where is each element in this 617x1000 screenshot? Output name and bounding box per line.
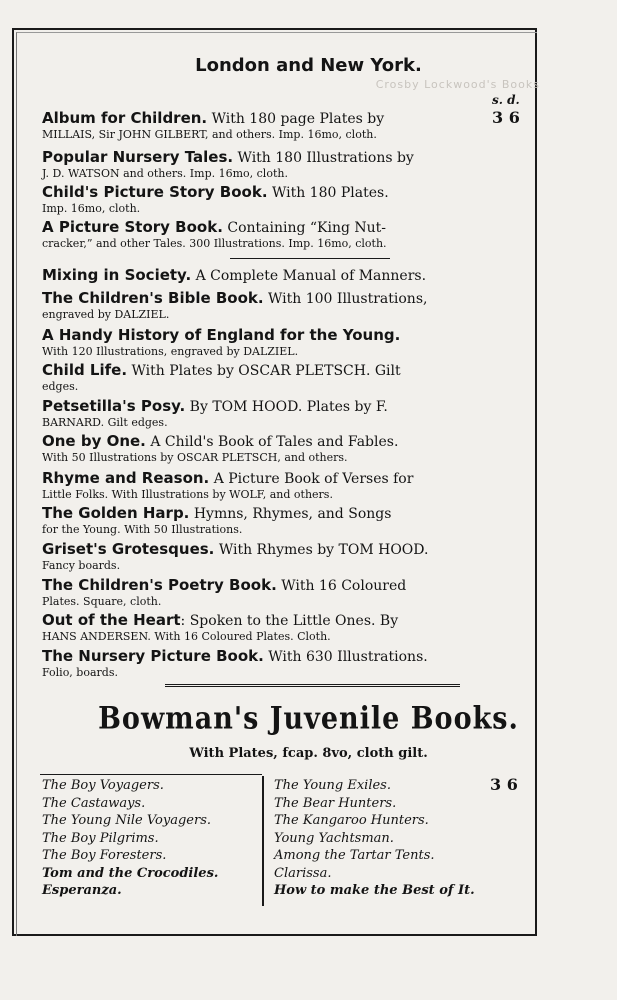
book-title: Rhyme and Reason.	[42, 469, 210, 487]
book-description: Containing “King Nut-	[222, 220, 387, 236]
section-divider	[230, 258, 390, 259]
book-description: With Plates by OSCAR PLETSCH. Gilt	[127, 363, 401, 379]
list-item: Clarissa.	[274, 865, 332, 881]
book-description: A Child's Book of Tales and Fables.	[145, 434, 399, 450]
book-details: cracker,” and other Tales. 300 Illustrations. Imp. 16mo, cloth.	[42, 237, 387, 250]
price-bowman: 3 6	[490, 775, 518, 794]
book-title: The Children's Poetry Book.	[42, 576, 277, 594]
price-column-header: s. d.	[492, 93, 520, 107]
bowman-subtitle: With Plates, fcap. 8vo, cloth gilt.	[189, 746, 428, 761]
book-entry	[42, 326, 492, 359]
book-title: Out of the Heart	[42, 611, 181, 629]
book-description: By TOM HOOD. Plates by F.	[185, 399, 388, 415]
book-entry	[42, 109, 492, 142]
book-entry	[42, 647, 492, 680]
book-entry	[42, 289, 492, 322]
book-title: The Nursery Picture Book.	[42, 647, 264, 665]
list-item: The Boy Voyagers.	[42, 778, 164, 793]
list-item: The Boy Foresters.	[42, 848, 167, 863]
book-title: Album for Children.	[42, 109, 208, 127]
book-details: Little Folks. With Illustrations by WOLF, and others.	[42, 488, 333, 501]
book-details: Folio, boards.	[42, 666, 118, 679]
book-entry	[42, 504, 492, 537]
book-details: engraved by DALZIEL.	[42, 308, 170, 321]
bowman-left-column	[42, 777, 218, 900]
book-details: With 120 Illustrations, engraved by DALZIEL.	[42, 345, 299, 358]
book-details: With 50 Illustrations by OSCAR PLETSCH, and others.	[42, 451, 348, 464]
book-title: The Golden Harp.	[42, 504, 190, 522]
book-description: With 16 Coloured	[276, 578, 407, 594]
bowman-heading: Bowman's Juvenile Books.	[98, 700, 519, 737]
column-divider	[262, 776, 264, 906]
book-details: BARNARD. Gilt edges.	[42, 416, 168, 429]
book-description: With Rhymes by TOM HOOD.	[214, 542, 429, 558]
list-item: How to make the Best of It.	[274, 883, 475, 898]
book-entry	[42, 397, 492, 430]
book-title: Popular Nursery Tales.	[42, 148, 234, 166]
list-item: Esperanza.	[42, 883, 122, 898]
book-details: Plates. Square, cloth.	[42, 595, 162, 608]
book-title: Child's Picture Story Book.	[42, 183, 268, 201]
book-title: The Children's Bible Book.	[42, 289, 264, 307]
book-title: Griset's Grotesques.	[42, 540, 215, 558]
list-item: The Boy Pilgrims.	[42, 830, 159, 846]
book-details: for the Young. With 50 Illustrations.	[42, 523, 243, 536]
book-title: Petsetilla's Posy.	[42, 397, 186, 415]
book-description: : Spoken to the Little Ones. By	[180, 613, 399, 629]
bleed-through-text: Crosby Lockwood's Books	[375, 78, 540, 91]
section-divider-double	[165, 684, 460, 687]
book-description: With 100 Illustrations,	[263, 291, 428, 307]
book-details: MILLAIS, Sir JOHN GILBERT, and others. Imp. 16mo, cloth.	[42, 128, 377, 141]
list-item: Tom and the Crocodiles.	[42, 865, 219, 881]
book-title: Child Life.	[42, 361, 128, 379]
book-entry	[42, 361, 492, 394]
book-description: A Complete Manual of Manners.	[191, 268, 427, 284]
book-title: A Picture Story Book.	[42, 218, 223, 236]
book-description: With 180 Plates.	[267, 185, 389, 201]
book-description: A Picture Book of Verses for	[209, 471, 414, 487]
book-details: Imp. 16mo, cloth.	[42, 202, 141, 215]
book-description: With 180 page Plates by	[207, 111, 385, 127]
book-details: edges.	[42, 380, 79, 393]
list-item: Young Yachtsman.	[274, 830, 394, 846]
book-entry	[42, 218, 492, 251]
book-entry	[42, 540, 492, 573]
list-item: The Bear Hunters.	[274, 795, 397, 811]
book-details: HANS ANDERSEN. With 16 Coloured Plates. Cloth.	[42, 630, 331, 643]
book-description: Hymns, Rhymes, and Songs	[189, 506, 392, 522]
list-item: The Young Exiles.	[274, 778, 391, 793]
book-description: With 630 Illustrations.	[263, 649, 428, 665]
book-entry	[42, 183, 492, 216]
book-entry	[42, 469, 492, 502]
book-entry	[42, 148, 492, 181]
list-item: Among the Tartar Tents.	[274, 848, 435, 863]
book-description: With 180 Illustrations by	[233, 150, 414, 166]
bowman-right-column	[274, 777, 475, 900]
list-item: The Young Nile Voyagers.	[42, 813, 212, 828]
book-entry	[42, 266, 492, 285]
book-title: Mixing in Society.	[42, 266, 192, 284]
list-item: The Castaways.	[42, 795, 146, 811]
book-title: One by One.	[42, 432, 146, 450]
book-details: J. D. WATSON and others. Imp. 16mo, cloth.	[42, 167, 288, 180]
book-entry	[42, 432, 492, 465]
book-entry	[42, 576, 492, 609]
list-item: The Kangaroo Hunters.	[274, 813, 429, 828]
column-top-rule	[40, 774, 262, 775]
book-title: A Handy History of England for the Young.	[42, 326, 401, 344]
book-details: Fancy boards.	[42, 559, 121, 572]
page-header: London and New York.	[195, 55, 422, 76]
price-section1: 3 6	[492, 108, 520, 127]
book-entry	[42, 611, 492, 644]
